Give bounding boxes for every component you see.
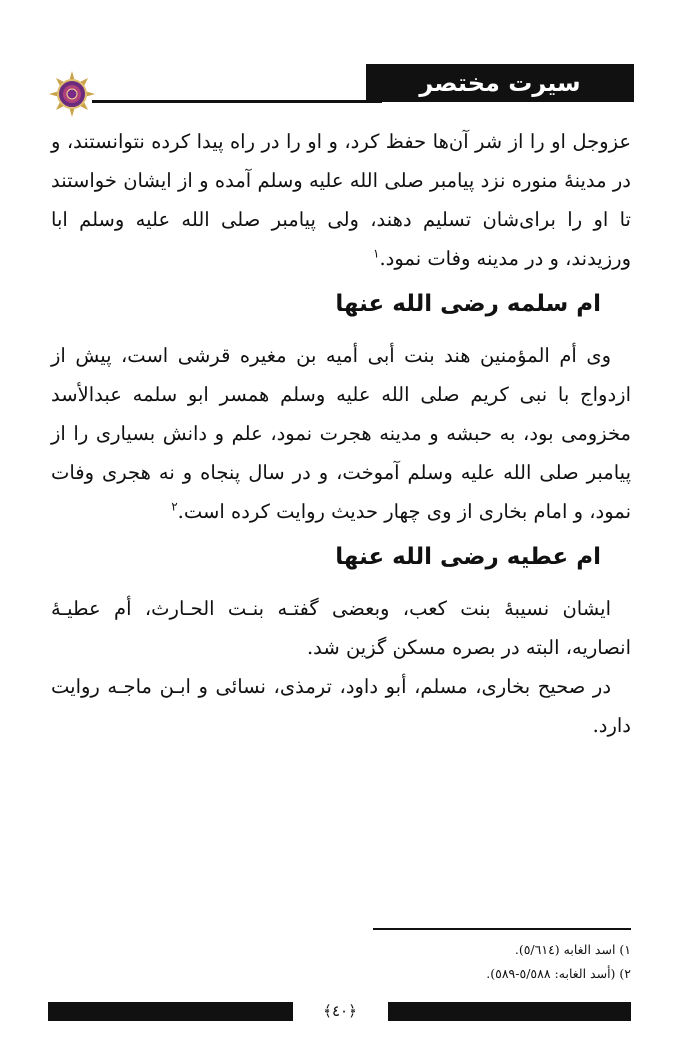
paragraph: وی أم المؤمنین هند بنت أبی أمیه بن مغیره قرشی است، پیش از ازدواج با نبی کریم صلی الله علیه وسلم همسر ابو سلمه عبدالأسد مخزومی بود، به حبشه و مدینه هجرت نمود، علم و دانش بسیاری را از پیامبر صلی الله علیه وسلم آموخت، و در سال پنجاه و نه هجری وفات نمود، و امام بخاری از وی چهار حدیث روایت کرده است.$^٢$ [51,344,631,523]
footnote-ref: ١ [373,246,380,261]
section-heading: ام عطیه رضی الله عنها [335,544,601,570]
page-number: ﴿٤٠﴾ [323,1002,357,1020]
paragraph: عزوجل او را از شر آن‌ها حفظ کرد، و او را در راه پیدا کرده نتوانستند، و در مدینهٔ منوره نزد پیامبر صلی الله علیه وسلم آمده و از ایشان خواستند تا او را برای‌شان تسلیم دهند، ولی پیامبر صلی الله علیه وسلم ابا ورزیدند، و در مدینه وفات نمود.$^١$ [51,130,631,270]
footer-bar [48,1002,293,1021]
paragraph: ایشان نسیبهٔ بنت کعب، وبعضی گفتـه بنـت الحـارث، أم عطیـهٔ انصاریه، البته در بصره مسکن گزین شد. [51,597,631,659]
footer-bar [388,1002,631,1021]
section-heading: ام سلمه رضی الله عنها [335,291,601,317]
footnote: ١) اسد الغابه (٥/٦١٤). [514,942,631,957]
footnote: ٢) (أسد الغابه: ٥/٥٨٨-٥٨٩). [486,966,631,981]
floral-ornament-icon [48,70,96,118]
title-underline [92,100,382,103]
paragraph: در صحیح بخاری، مسلم، أبو داود، ترمذی، نسائی و ابـن ماجـه روایت دارد. [51,675,631,737]
footnotes [51,938,631,986]
book-title: سیرت مختصر صحابیات [366,64,634,102]
footnote-divider [373,928,631,930]
main-content [51,122,631,745]
footnote-ref: ٢ [171,499,178,514]
page-header [0,0,679,135]
